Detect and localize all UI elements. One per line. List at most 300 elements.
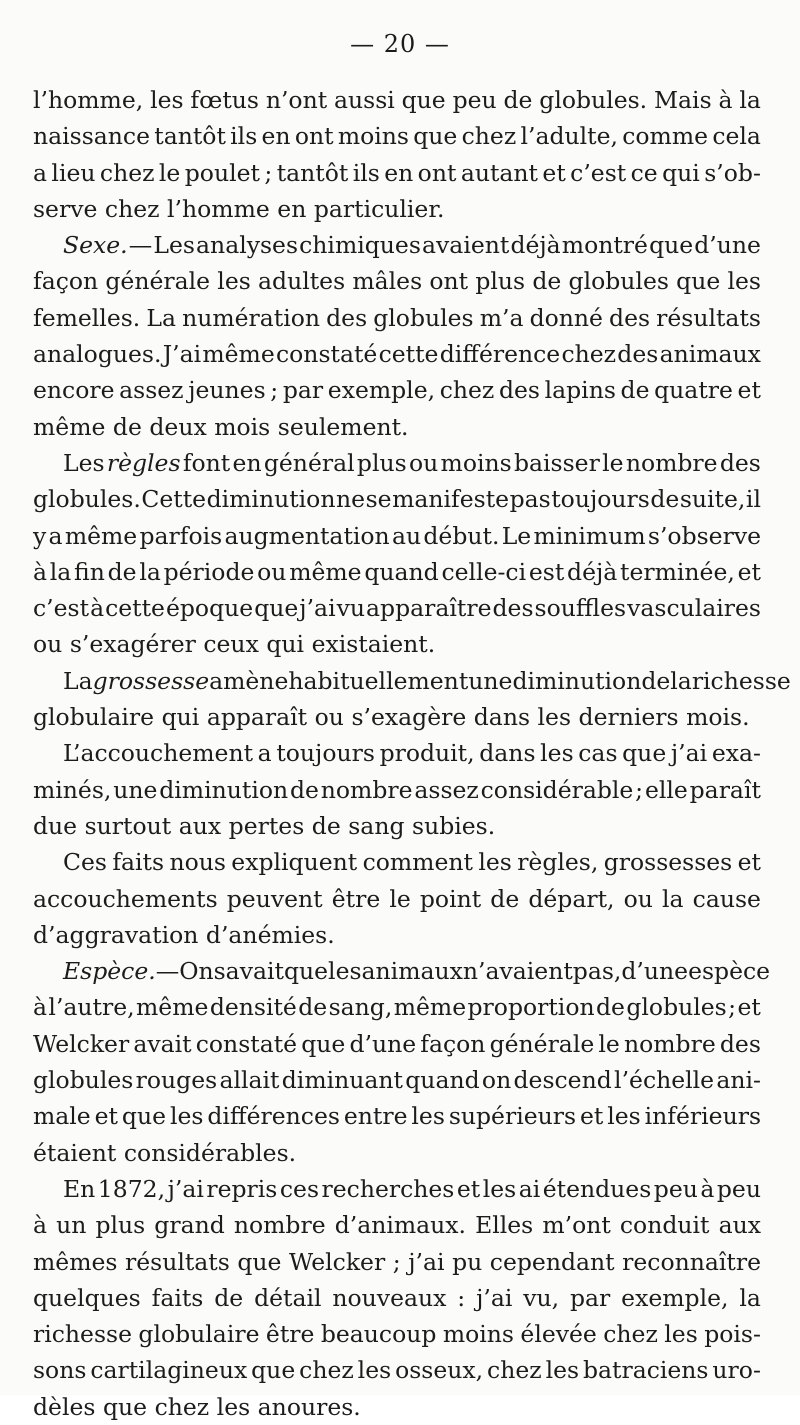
word: la: [670, 666, 692, 695]
word: entre: [343, 1102, 408, 1131]
word: point: [419, 884, 482, 913]
word: apparaître: [366, 594, 492, 623]
word: ou: [33, 630, 63, 659]
body-text: [33, 82, 791, 1425]
word: ils: [230, 122, 258, 151]
word: en: [232, 448, 262, 477]
word: font: [182, 448, 231, 477]
text-line: [33, 772, 761, 808]
word: de: [532, 267, 562, 296]
word: d’une: [349, 1029, 417, 1058]
word: femelles.: [33, 303, 141, 332]
word: la: [662, 884, 684, 913]
word: avait: [133, 1029, 192, 1058]
word: nombre: [320, 775, 413, 804]
word: que: [649, 231, 694, 260]
word: diminuant: [281, 1066, 403, 1095]
word: J’ai: [162, 340, 202, 369]
word: et: [737, 848, 761, 877]
word: globulaire: [33, 703, 155, 732]
word: à: [33, 993, 48, 1022]
text-line: [33, 1098, 761, 1134]
word: tantôt: [276, 158, 349, 187]
word: amène: [209, 666, 289, 695]
text-line: [33, 1352, 761, 1388]
word: augmentation: [224, 521, 390, 550]
word: que: [413, 122, 458, 151]
word: repris: [206, 1174, 278, 1203]
text-line: [33, 881, 761, 917]
word: surtout: [84, 811, 172, 840]
word: exa-: [711, 739, 761, 768]
word: subies.: [412, 811, 496, 840]
word: 1872,: [97, 1174, 166, 1203]
word: encore: [33, 376, 115, 405]
word: constaté: [195, 1029, 298, 1058]
word: que: [301, 1029, 346, 1058]
word: Mais: [653, 86, 712, 114]
word: richesse: [33, 1320, 132, 1349]
word: adultes: [258, 267, 346, 296]
word: moins: [442, 1320, 514, 1349]
word: parfois: [139, 521, 223, 550]
word: de: [650, 485, 680, 514]
text-line: [33, 1026, 761, 1062]
word: à: [718, 86, 733, 114]
word: de: [503, 86, 533, 114]
text-line: [33, 663, 791, 699]
word: s’observe: [647, 521, 761, 550]
word: et: [94, 1102, 118, 1131]
word: animaux: [361, 957, 463, 986]
word: que: [102, 1392, 148, 1421]
word: générale: [489, 1029, 595, 1058]
word: ;: [392, 1247, 401, 1276]
word: autant: [460, 158, 538, 187]
word: résultats: [125, 1247, 230, 1276]
word: les: [217, 267, 251, 296]
italic-term: Sexe.: [63, 231, 128, 260]
word: le: [158, 158, 181, 187]
word: des: [719, 448, 761, 477]
word: étendues: [542, 1174, 652, 1203]
word: naissance: [33, 122, 150, 151]
word: de: [112, 412, 142, 441]
word: moins: [440, 448, 512, 477]
text-line: [33, 227, 761, 263]
word: de: [620, 376, 650, 405]
word: cette: [378, 340, 439, 369]
word: des: [492, 594, 534, 623]
word: existaient.: [311, 630, 436, 659]
word: considérables.: [123, 1138, 297, 1167]
text-line: [33, 1280, 761, 1316]
word: globules: [626, 993, 727, 1022]
word: une: [468, 666, 513, 695]
word: serve: [33, 194, 98, 223]
word: les: [482, 1174, 517, 1203]
word: descend: [513, 1066, 612, 1095]
word: chez: [561, 340, 617, 369]
word: peu: [716, 1174, 761, 1203]
word: due: [33, 811, 78, 840]
word: de: [298, 993, 328, 1022]
word: dans: [473, 703, 531, 732]
word: m’a: [479, 303, 524, 332]
word: jeunes: [188, 376, 266, 405]
word: période: [163, 557, 255, 586]
word: que: [401, 86, 446, 114]
text-line: [33, 735, 761, 771]
word: exemple,: [327, 376, 436, 405]
word: étaient: [33, 1138, 117, 1167]
text-line: [33, 336, 761, 372]
word: souffles: [534, 594, 627, 623]
word: par: [570, 1283, 611, 1312]
word: que: [676, 267, 721, 296]
word: j’ai: [167, 1174, 204, 1203]
word: mâles: [352, 267, 423, 296]
text-line: [33, 1207, 761, 1243]
word: les: [545, 1356, 580, 1385]
text-line: [33, 844, 761, 880]
word: habituellement: [288, 666, 469, 695]
word: batraciens: [582, 1356, 709, 1385]
word: de: [596, 993, 625, 1022]
italic-term: grossesse: [92, 666, 210, 695]
word: la: [739, 1283, 761, 1312]
word: quatre: [654, 376, 733, 405]
word: plus: [475, 267, 526, 296]
word: diminution: [206, 485, 336, 514]
word: l’autre,: [48, 993, 135, 1022]
word: En: [63, 1174, 96, 1203]
text-line: [33, 917, 761, 953]
word: fœtus: [190, 86, 259, 114]
word: faits: [151, 1283, 204, 1312]
word: j’ai: [670, 739, 708, 768]
text-line: [33, 1171, 761, 1207]
word: ou: [314, 703, 344, 732]
italic-term: Espèce.: [63, 957, 156, 986]
word: sang: [348, 811, 405, 840]
word: des: [498, 376, 540, 405]
word: minés,: [33, 775, 112, 804]
word: et: [456, 1174, 481, 1203]
word: peuvent: [226, 884, 323, 913]
word: en: [261, 122, 291, 151]
word: —: [155, 957, 180, 986]
word: faits: [112, 848, 165, 877]
text-line: [33, 155, 761, 191]
word: et: [579, 1102, 604, 1131]
word: expliquent: [231, 848, 358, 877]
text-line: [33, 590, 761, 626]
word: façon: [33, 267, 99, 296]
word: diminution: [512, 666, 642, 695]
word: cette: [105, 594, 165, 623]
word: sons: [33, 1356, 87, 1385]
word: j’ai: [408, 1247, 445, 1276]
word: nombre: [623, 1029, 716, 1058]
word: paraît: [689, 775, 761, 804]
word: globules: [373, 303, 474, 332]
word: ont: [294, 122, 334, 151]
word: dans: [479, 739, 536, 768]
word: :: [457, 1283, 466, 1312]
word: ;: [635, 775, 644, 804]
word: de: [490, 884, 520, 913]
word: déjà: [567, 557, 618, 586]
word: vu: [336, 594, 366, 623]
word: et: [737, 993, 761, 1022]
word: que: [251, 1356, 296, 1385]
word: quand: [405, 1066, 480, 1095]
word: la: [139, 557, 161, 586]
word: être: [331, 884, 381, 913]
word: vu,: [523, 1283, 560, 1312]
italic-term: règles: [106, 448, 181, 477]
word: différence: [439, 340, 561, 369]
word: c’est: [33, 594, 90, 623]
word: même: [33, 412, 106, 441]
word: en: [384, 158, 414, 187]
text-line: [33, 626, 761, 662]
word: la: [739, 86, 761, 114]
word: n’ont: [265, 86, 328, 114]
word: baisser: [513, 448, 600, 477]
word: aux: [178, 811, 222, 840]
word: quand: [364, 557, 439, 586]
word: des: [719, 1029, 761, 1058]
word: on: [481, 1066, 512, 1095]
word: chez: [487, 1356, 542, 1385]
word: manifeste: [392, 485, 510, 514]
word: Les: [153, 231, 195, 260]
word: produit,: [379, 739, 475, 768]
word: ceux: [203, 630, 259, 659]
word: a: [257, 739, 272, 768]
word: nombre: [233, 1211, 326, 1240]
word: pois-: [704, 1320, 761, 1349]
word: à: [33, 1211, 48, 1240]
word: pertes: [228, 811, 305, 840]
word: assez: [414, 775, 479, 804]
word: poulet: [184, 158, 260, 187]
word: accouchements: [33, 884, 218, 913]
word: pu: [452, 1247, 483, 1276]
word: globules.: [539, 86, 648, 114]
page-number: — 20 —: [350, 30, 450, 58]
text-line: [33, 1135, 761, 1171]
word: déjà: [510, 231, 561, 260]
word: cause: [692, 884, 761, 913]
word: supérieurs: [448, 1102, 577, 1131]
word: numération: [182, 303, 321, 332]
word: qui: [161, 703, 200, 732]
word: même: [202, 340, 275, 369]
word: male: [33, 1102, 91, 1131]
word: par: [282, 376, 324, 405]
word: mêmes: [33, 1247, 118, 1276]
word: constaté: [276, 340, 378, 369]
word: chimiques: [299, 231, 421, 260]
word: et: [542, 158, 566, 187]
word: la: [49, 557, 72, 586]
word: pas,: [572, 957, 622, 986]
word: général: [263, 448, 355, 477]
word: les: [537, 703, 572, 732]
word: assez: [119, 376, 184, 405]
word: celle-ci: [441, 557, 527, 586]
word: donné: [529, 303, 603, 332]
text-line: [33, 481, 761, 517]
word: pas: [509, 485, 551, 514]
word: être: [265, 1320, 315, 1349]
word: ;: [270, 376, 279, 405]
word: des: [617, 340, 659, 369]
word: époque: [165, 594, 254, 623]
word: grand: [154, 1211, 225, 1240]
word: richesse: [691, 666, 791, 695]
word: ou: [257, 557, 287, 586]
word: ne: [336, 485, 366, 514]
word: peu: [653, 1174, 698, 1203]
text-line: [33, 191, 761, 227]
word: s’ob-: [704, 158, 761, 187]
text-line: [33, 445, 761, 481]
word: générale: [105, 267, 211, 296]
word: osseux,: [395, 1356, 484, 1385]
word: un: [56, 1211, 87, 1240]
word: a: [33, 158, 48, 187]
word: façon: [420, 1029, 486, 1058]
word: des: [326, 303, 368, 332]
word: l’adulte,: [520, 122, 618, 151]
word: globules: [33, 1066, 134, 1095]
word: uro-: [712, 1356, 761, 1385]
word: à: [90, 594, 105, 623]
word: se: [365, 485, 392, 514]
word: analyses: [196, 231, 299, 260]
word: nouveaux: [332, 1283, 447, 1312]
word: derniers: [578, 703, 679, 732]
word: L’accouchement: [63, 739, 254, 768]
word: chez: [104, 194, 160, 223]
word: est: [528, 557, 565, 586]
word: chez: [299, 1356, 354, 1385]
word: dèles: [33, 1392, 96, 1421]
word: départ,: [528, 884, 615, 913]
text-line: [33, 263, 761, 299]
word: d’anémies.: [205, 920, 335, 949]
word: même: [289, 557, 362, 586]
word: aux: [718, 1211, 761, 1240]
word: les: [216, 1392, 251, 1421]
word: les: [169, 1102, 204, 1131]
word: a: [48, 521, 63, 550]
word: j’ai: [476, 1283, 513, 1312]
text-line: [33, 1389, 761, 1425]
word: ce: [630, 158, 658, 187]
word: Ces: [63, 848, 107, 877]
text-line: [33, 1244, 761, 1280]
word: globules: [568, 267, 669, 296]
word: en: [277, 194, 307, 223]
word: ou: [408, 448, 439, 477]
word: à: [700, 1174, 715, 1203]
word: quelques: [33, 1283, 141, 1312]
word: c’est: [570, 158, 627, 187]
word: allait: [219, 1066, 280, 1095]
word: que: [254, 594, 299, 623]
word: règles,: [517, 848, 599, 877]
text-line: [33, 953, 771, 989]
word: chez: [603, 1320, 658, 1349]
word: Welcker: [33, 1029, 130, 1058]
word: que: [237, 1247, 282, 1276]
word: ces: [279, 1174, 320, 1203]
word: considérable: [480, 775, 634, 804]
text-line: [33, 518, 761, 554]
word: savait: [213, 957, 284, 986]
word: La: [63, 666, 93, 695]
word: détail: [254, 1283, 322, 1312]
word: lieu: [51, 158, 96, 187]
text-line: [33, 989, 761, 1025]
word: globulaire: [138, 1320, 260, 1349]
word: les: [411, 1102, 445, 1131]
word: même: [393, 993, 467, 1022]
word: s’exagérer: [69, 630, 196, 659]
text-line: [33, 1316, 761, 1352]
word: qui: [266, 630, 305, 659]
word: les: [607, 1102, 641, 1131]
text-line: [33, 808, 761, 844]
word: montré: [561, 231, 648, 260]
word: ils: [352, 158, 380, 187]
word: le: [602, 448, 624, 477]
word: le: [598, 1029, 620, 1058]
word: d’une: [621, 957, 689, 986]
word: proportion: [467, 993, 595, 1022]
word: d’aggravation: [33, 920, 199, 949]
word: qui: [662, 158, 700, 187]
word: ai: [518, 1174, 541, 1203]
word: espèce: [688, 957, 771, 986]
word: l’échelle: [614, 1066, 715, 1095]
text-line: [33, 118, 761, 154]
word: chez: [154, 1392, 210, 1421]
word: j’ai: [299, 594, 336, 623]
text-line: [33, 1062, 761, 1098]
word: les: [727, 267, 761, 296]
word: moins: [337, 122, 409, 151]
word: aussi: [334, 86, 395, 114]
word: deux: [149, 412, 207, 441]
word: et: [737, 376, 761, 405]
word: cas: [578, 739, 618, 768]
word: de: [311, 811, 341, 840]
word: toujours: [276, 739, 375, 768]
word: minimum: [533, 521, 646, 550]
word: ont: [417, 158, 457, 187]
word: même: [136, 993, 209, 1022]
word: y: [33, 521, 47, 550]
word: des: [609, 303, 651, 332]
word: nous: [169, 848, 226, 877]
word: nombre: [625, 448, 718, 477]
